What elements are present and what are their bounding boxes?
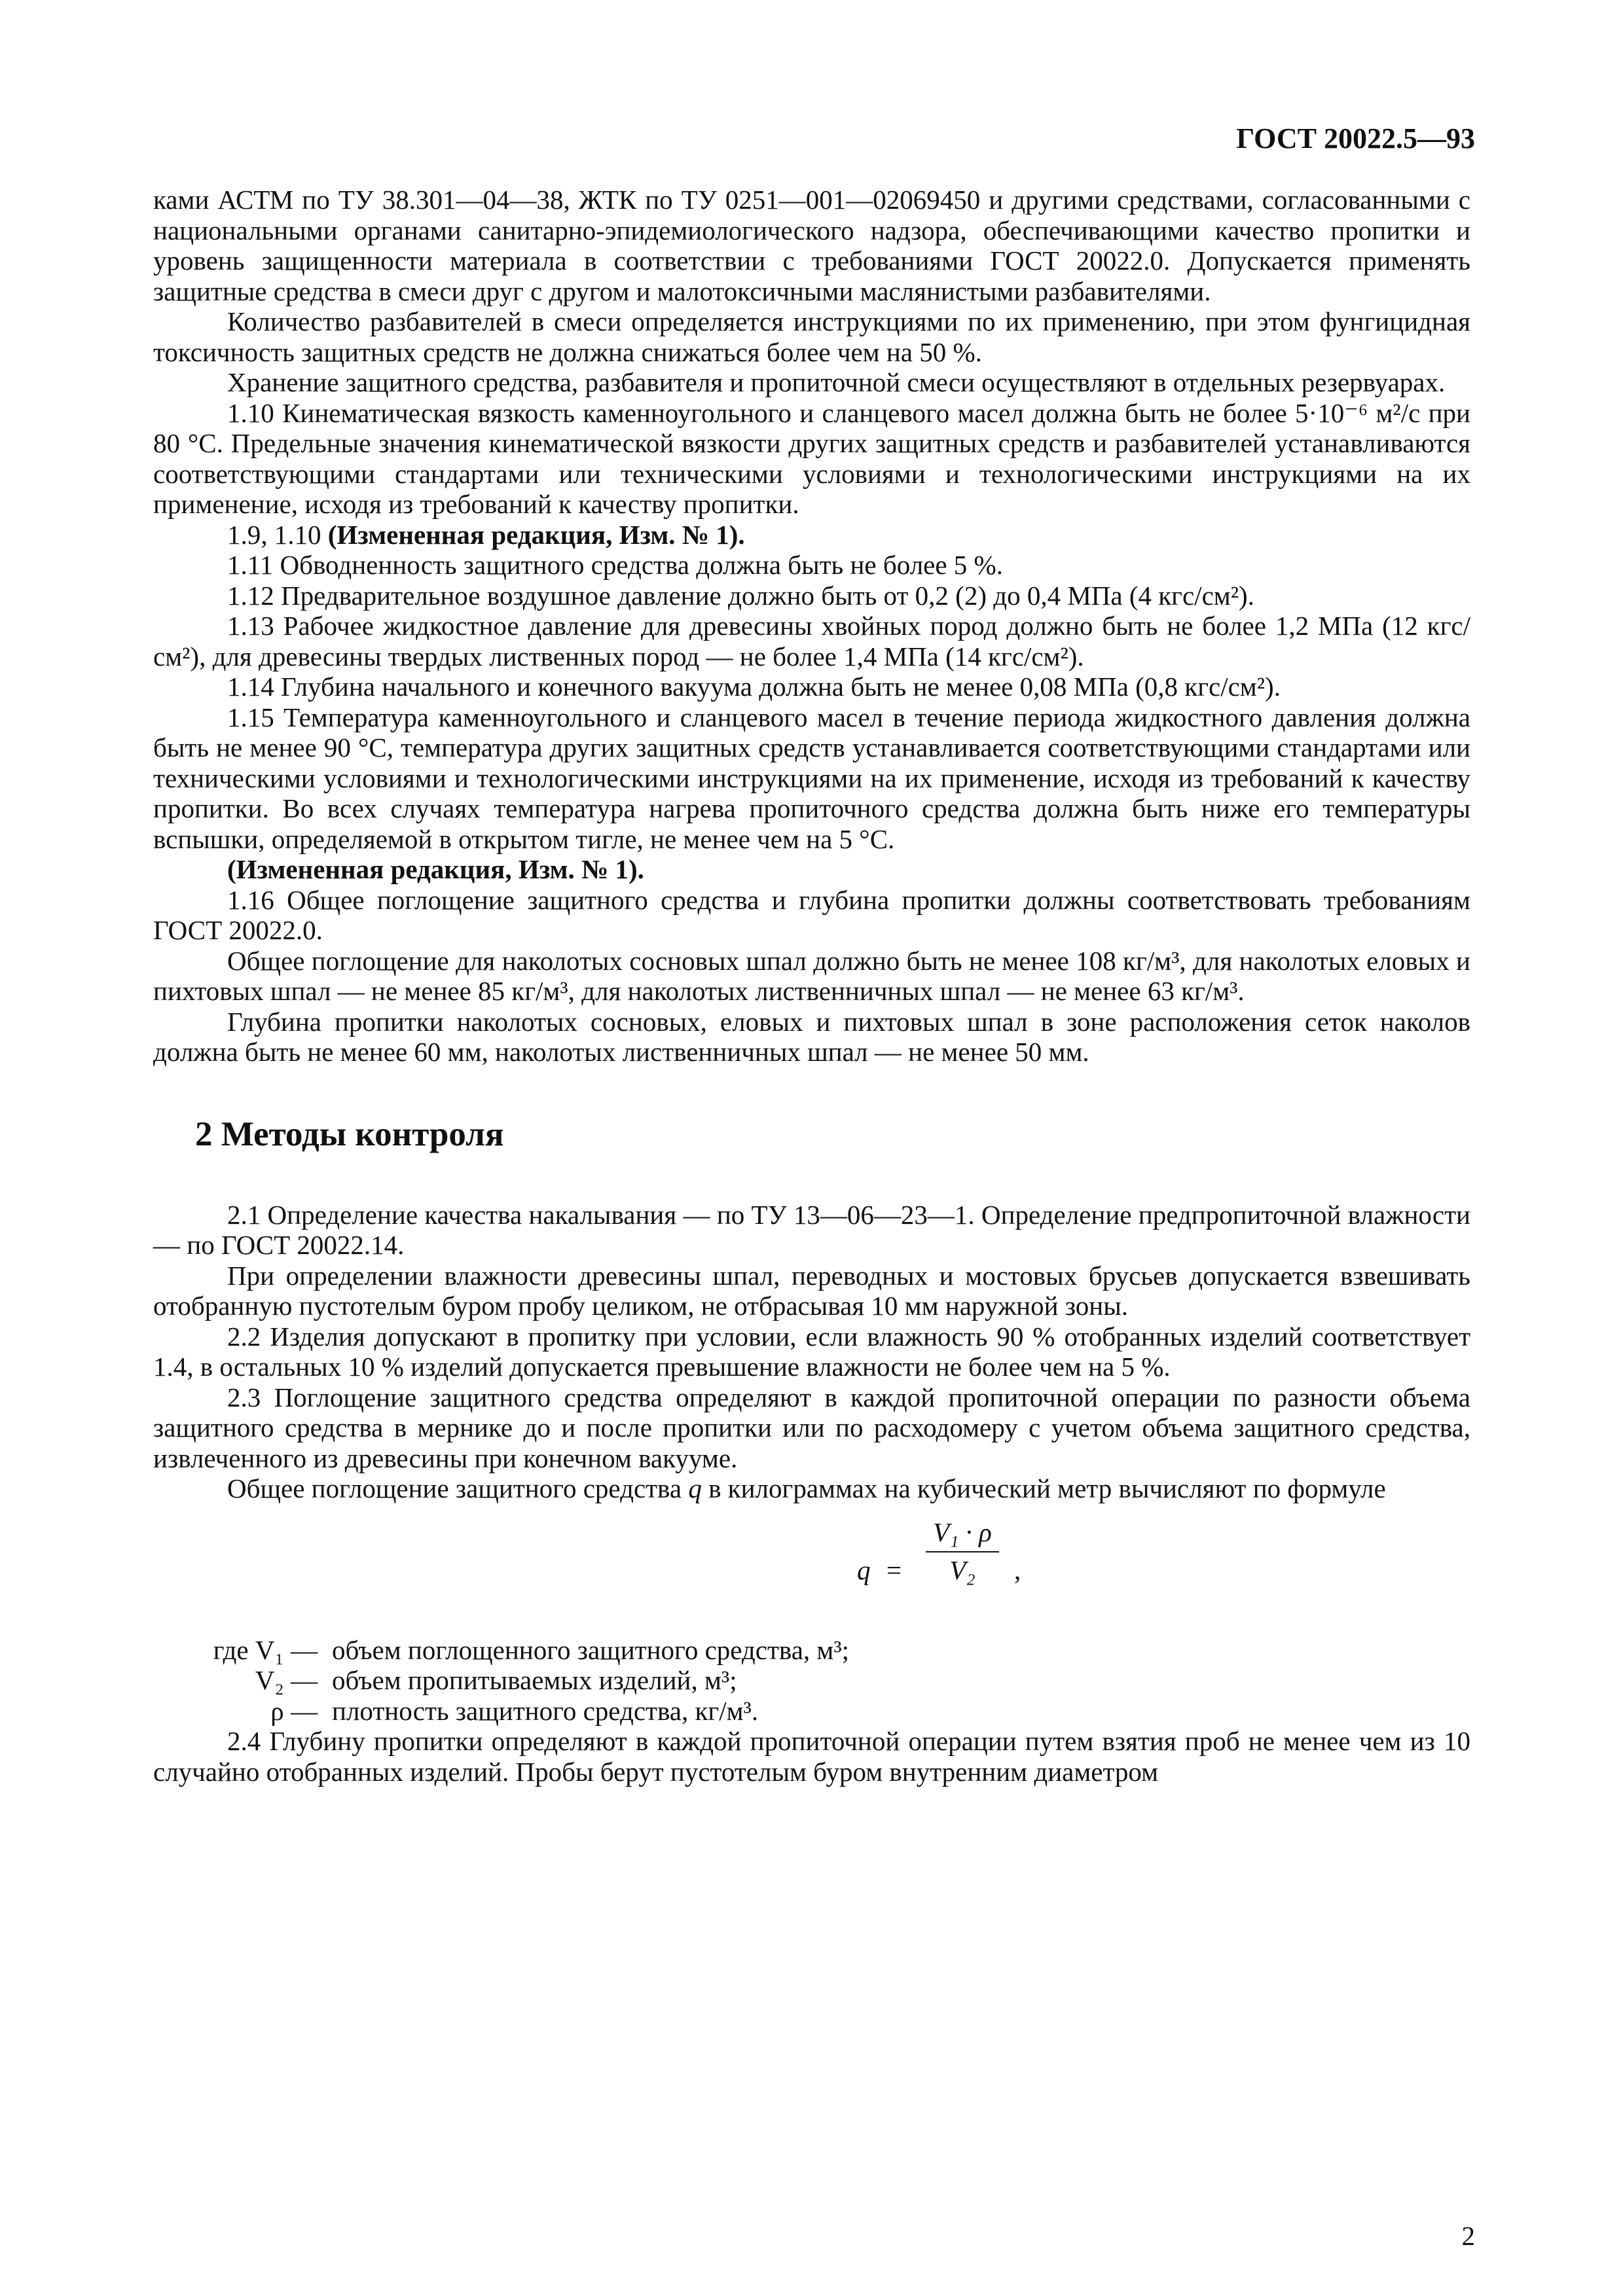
paragraph: 2.4 Глубину пропитки определяют в каждой пропиточной операции путем взятия проб не менее чем из 10 случайно отобранных изделий. Пробы берут пустотелым буром внутренним диаметром: [153, 1726, 1470, 1787]
formula-numerator: V₁ · ρ: [933, 1516, 992, 1547]
paragraph: 2.3 Поглощение защитного средства определяют в каждой пропиточной операции по разности объема защитного средства в мернике до и после пропитки или по расходомеру с учетом объема защитного средства, извлеченного из древесины при конечном вакууме.: [153, 1382, 1470, 1473]
paragraph: 1.12 Предварительное воздушное давление должно быть от 0,2 (2) до 0,4 МПа (4 кгс/см²).: [227, 580, 1254, 611]
variable-q: q: [688, 1473, 702, 1503]
document-id-header: ГОСТ 20022.5—93: [1236, 122, 1475, 154]
revision-label: (Измененная редакция, Изм. № 1).: [227, 854, 644, 884]
page-number: 2: [1461, 2221, 1475, 2251]
formula: [153, 1504, 1470, 1635]
paragraph: 1.10 Кинематическая вязкость каменноугольного и сланцевого масел должна быть не более 5·10⁻⁶ м²/с при 80 °С. Предельные значения кинематической вязкости других защитных средств и разбавителей устанавливаются соответствующими стандартами или техническими условиями и технологическими инструкциями на их применение, исходя из требований к качеству пропитки.: [153, 397, 1470, 519]
paragraph: Количество разбавителей в смеси определяется инструкциями по их применению, при этом фунгицидная токсичность защитных средств не должна снижаться более чем на 50 %.: [153, 306, 1470, 367]
paragraph: 1.15 Температура каменноугольного и сланцевого масел в течение периода жидкостного давления должна быть не менее 90 °С, температура других защитных средств устанавливается соответствующими стандартами или техническими условиями и технологическими инструкциями на их применение, исходя из требований к качеству пропитки. Во всех случаях температура нагрева пропиточного средства должна быть ниже его температуры вспышки, определяемой в открытом тигле, не менее чем на 5 °С.: [153, 702, 1470, 854]
paragraph: Хранение защитного средства, разбавителя и пропиточной смеси осуществляют в отдельных резервуарах.: [227, 367, 1446, 397]
paragraph: Общее поглощение для наколотых сосновых шпал должно быть не менее 108 кг/м³, для наколотых еловых и пихтовых шпал — не менее 85 кг/м³, для наколотых лиственничных шпал — не менее 63 кг/м³.: [153, 945, 1470, 1006]
definition-text: объем поглощенного защитного средства, м³;: [332, 1634, 850, 1665]
revision-label: (Измененная редакция, Изм. № 1).: [327, 519, 745, 550]
formula-denominator: V₂: [949, 1555, 976, 1585]
paragraph: 1.13 Рабочее жидкостное давление для древесины хвойных пород должно быть не более 1,2 МПа (12 кгс/см²), для древесины твердых лиственных пород — не более 1,4 МПа (14 кгс/см²).: [153, 611, 1470, 672]
paragraph: 1.14 Глубина начального и конечного вакуума должна быть не менее 0,08 МПа (0,8 кгс/см²).: [227, 672, 1281, 702]
revision-prefix: 1.9, 1.10: [227, 519, 321, 550]
paragraph: 2.2 Изделия допускают в пропитку при условии, если влажность 90 % отобранных изделий соответствует 1.4, в остальных 10 % изделий допускается превышение влажности не более чем на 5 %.: [153, 1321, 1470, 1382]
definition-text: объем пропитываемых изделий, м³;: [332, 1665, 737, 1695]
document-body: [153, 185, 1470, 1787]
definition-symbol: V₂ —: [255, 1665, 318, 1695]
definition-symbol: ρ —: [270, 1695, 318, 1726]
paragraph: 1.11 Обводненность защитного средства должна быть не более 5 %.: [227, 550, 1003, 580]
formula-lhs: q: [857, 1554, 871, 1585]
paragraph: Глубина пропитки наколотых сосновых, еловых и пихтовых шпал в зоне расположения сеток наколов должна быть не менее 60 мм, наколотых лиственничных шпал — не менее 50 мм.: [153, 1006, 1470, 1067]
revision-note: [153, 520, 1470, 550]
paragraph: 1.16 Общее поглощение защитного средства и глубина пропитки должны соответствовать требованиям ГОСТ 20022.0.: [153, 884, 1470, 945]
formula-equals: =: [886, 1554, 902, 1585]
formula-fraction: [926, 1517, 999, 1586]
definition-text: плотность защитного средства, кг/м³.: [332, 1695, 759, 1726]
paragraph: ками АСТМ по ТУ 38.301—04—38, ЖТК по ТУ 0251—001—02069450 и другими средствами, согласованными с национальными органами санитарно-эпидемиологического надзора, обеспечивающими качество пропитки и уровень защищенности материала в соответствии с требованиями ГОСТ 20022.0. Допускается применять защитные средства в смеси друг с другом и малотоксичными маслянистыми разбавителями.: [153, 185, 1470, 306]
formula-trail: ,: [1014, 1554, 1021, 1585]
definition-symbol: где V₁ —: [213, 1634, 318, 1665]
paragraph: При определении влажности древесины шпал, переводных и мостовых брусьев допускается взвешивать отобранную пустотелым буром пробу целиком, не отбрасывая 10 мм наружной зоны.: [153, 1260, 1470, 1321]
variable-definitions: [153, 1635, 1470, 1727]
section-heading: 2 Методы контроля: [195, 1115, 504, 1153]
formula-intro: Общее поглощение защитного средства q в килограммах на кубический метр вычисляют по формуле: [227, 1473, 1386, 1503]
paragraph: 2.1 Определение качества накалывания — по ТУ 13—06—23—1. Определение предпропиточной влажности — по ГОСТ 20022.14.: [153, 1199, 1470, 1260]
